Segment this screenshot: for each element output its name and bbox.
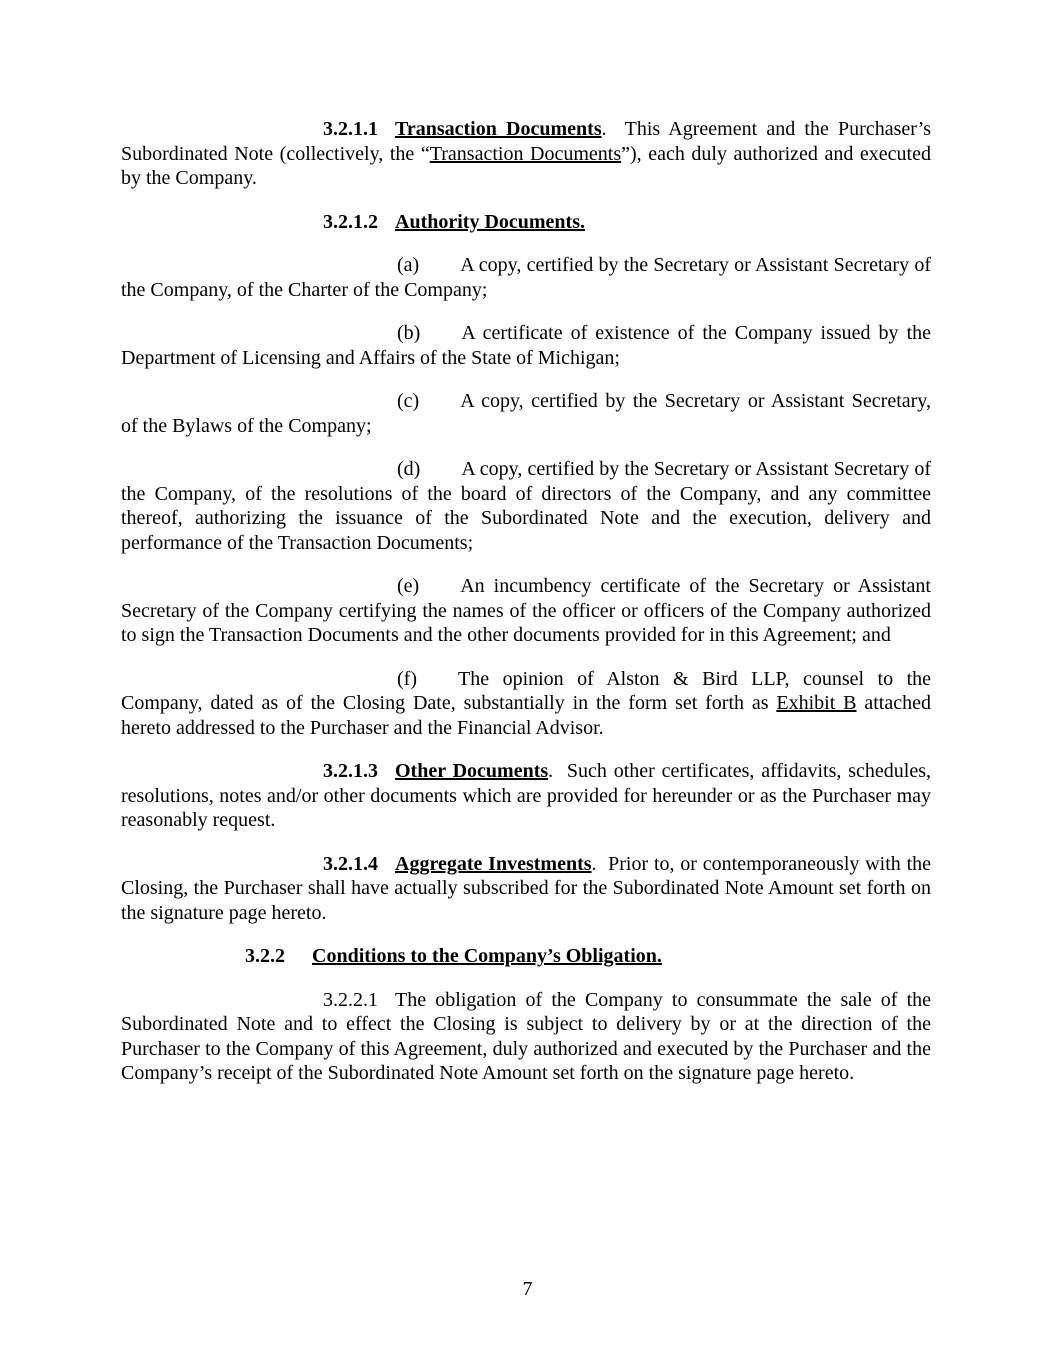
paragraph-text: attached hereto addressed to the Purchaser and the Financial Advisor. bbox=[121, 692, 931, 739]
section-title: Other Documents bbox=[395, 760, 549, 782]
page-number: 7 bbox=[522, 1278, 533, 1300]
section-number: 3.2.1.2 bbox=[323, 210, 378, 233]
paragraph-3.2.1.1 bbox=[121, 117, 931, 191]
paragraph-item-f bbox=[121, 667, 931, 741]
item-label: (e) bbox=[397, 575, 420, 597]
paragraph-text: ”), each duly authorized and executed by the Company. bbox=[121, 142, 931, 189]
paragraph-text: An incumbency certificate of the Secretary or Assistant Secretary of the Company certifying the names of the officer or officers of the Company authorized to sign the Transaction Documents and the other documents provided for in this Agreement; and bbox=[121, 575, 931, 646]
paragraph-item-e bbox=[121, 574, 931, 648]
paragraph-item-c bbox=[121, 389, 931, 438]
item-label: (b) bbox=[397, 322, 421, 344]
section-title: Aggregate Investments bbox=[395, 852, 592, 875]
section-number: 3.2.1.4 bbox=[323, 852, 378, 875]
section-title: Conditions to the Company’s Obligation. bbox=[312, 945, 662, 967]
item-label: (f) bbox=[397, 667, 417, 690]
section-number: 3.2.1.1 bbox=[323, 118, 378, 140]
paragraph-text: A copy, certified by the Secretary or Assistant Secretary of the Company, of the Charter of the Company; bbox=[121, 254, 931, 301]
heading-3.2.1.2 bbox=[121, 210, 931, 235]
page-footer bbox=[0, 1277, 1055, 1302]
section-number: 3.2.2.1 bbox=[323, 988, 378, 1011]
paragraph-text: . Such other certificates, affidavits, schedules, resolutions, notes and/or other documents which are provided for hereunder or as the Purchaser may reasonably request. bbox=[121, 760, 931, 831]
paragraph-item-a bbox=[121, 253, 931, 302]
section-number: 3.2.1.3 bbox=[323, 760, 378, 782]
paragraph-text: A copy, certified by the Secretary or Assistant Secretary of the Company, of the resolutions of the board of directors of the Company, and any committee thereof, authorizing the issuance of the Subordinated Note and the execution, delivery and performance of the Transaction Documents; bbox=[121, 458, 931, 554]
paragraph-item-b bbox=[121, 321, 931, 370]
exhibit-reference: Exhibit B bbox=[776, 692, 857, 714]
paragraph-text: . This Agreement and the Purchaser’s Subordinated Note (collectively, the “ bbox=[121, 118, 931, 165]
heading-3.2.2 bbox=[121, 944, 931, 969]
paragraph-item-d bbox=[121, 457, 931, 555]
paragraph-text: The opinion of Alston & Bird LLP, counsel to the Company, dated as of the Closing Date, substantially in the form set forth as bbox=[121, 667, 931, 714]
document-body bbox=[121, 117, 931, 1105]
section-number: 3.2.2 bbox=[245, 945, 285, 967]
paragraph-text: A copy, certified by the Secretary or Assistant Secretary, of the Bylaws of the Company; bbox=[121, 390, 931, 437]
item-label: (d) bbox=[397, 458, 421, 480]
section-title: Transaction Documents bbox=[395, 118, 602, 140]
section-title: Authority Documents. bbox=[395, 210, 585, 233]
paragraph-text: A certificate of existence of the Company issued by the Department of Licensing and Affairs of the State of Michigan; bbox=[121, 322, 931, 369]
paragraph-text: . Prior to, or contemporaneously with the Closing, the Purchaser shall have actually subscribed for the Subordinated Note Amount set forth on the signature page hereto. bbox=[121, 852, 932, 924]
paragraph-3.2.1.3 bbox=[121, 759, 931, 833]
paragraph-text: The obligation of the Company to consummate the sale of the Subordinated Note and to effect the Closing is subject to delivery by or at the direction of the Purchaser to the Company of this Agreement, duly authorized and executed by the Purchaser and the Company’s receipt of the Subordinated Note Amount set forth on the signature page hereto. bbox=[121, 988, 931, 1084]
item-label: (c) bbox=[397, 390, 420, 412]
defined-term: Transaction Documents bbox=[429, 142, 622, 165]
paragraph-3.2.1.4 bbox=[121, 852, 931, 926]
paragraph-3.2.2.1 bbox=[121, 988, 931, 1086]
item-label: (a) bbox=[397, 254, 420, 276]
